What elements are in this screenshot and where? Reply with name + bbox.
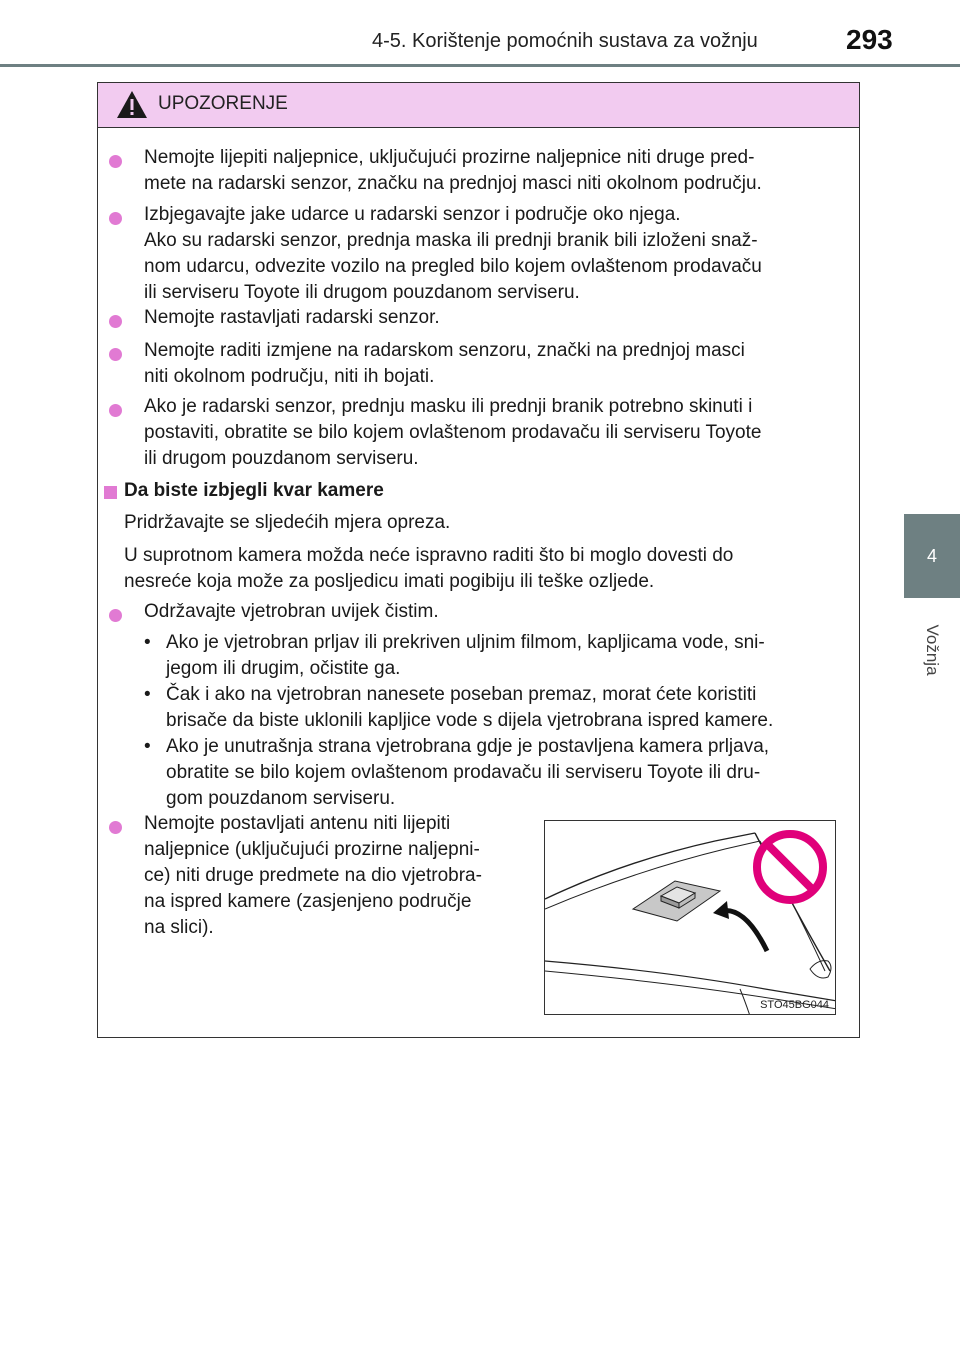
bullet-dot	[109, 315, 122, 328]
figure-code: STO45BG044	[760, 999, 829, 1011]
dash-item-3: Ako je unutrašnja strana vjetrobrana gdje je postavljena kamera prljava, obratite se bilo kojem ovlaštenom prodavaču ili serviseru Toyote ili dru- gom pouzdanom serviseru.	[166, 736, 770, 809]
chapter-tab	[904, 514, 960, 598]
keep-clean-item: Održavajte vjetrobran uvijek čistim.	[144, 601, 439, 622]
camera-section-heading: Da biste izbjegli kvar kamere	[124, 480, 384, 501]
warning-header	[98, 83, 859, 128]
warning-item-5: Ako je radarski senzor, prednju masku ili prednji branik potrebno skinuti i postaviti, obratite se bilo kojem ovlaštenom prodavaču ili serviseru Toyote ili drugom pouzdanom serviseru.	[144, 396, 762, 469]
header-divider	[0, 64, 960, 67]
dash-item-1: Ako je vjetrobran prljav ili prekriven uljnim filmom, kapljicama vode, sni- jegom ili drugim, očistite ga.	[166, 632, 765, 679]
bullet-dot	[109, 404, 122, 417]
page-number: 293	[846, 24, 893, 55]
chapter-label: Vožnja	[923, 624, 942, 676]
dash-marker: •	[144, 736, 151, 757]
camera-consequence: U suprotnom kamera možda neće ispravno raditi što bi moglo dovesti do nesreće koja može za posljedicu imati pogibiju ili teške ozljede.	[124, 545, 734, 592]
bullet-dot	[109, 609, 122, 622]
section-title: 4-5. Korištenje pomoćnih sustava za vožnju	[372, 30, 758, 52]
warning-item-3: Nemojte rastavljati radarski senzor.	[144, 307, 440, 328]
warning-triangle-icon	[116, 90, 148, 119]
dash-marker: •	[144, 684, 151, 705]
antenna-item: Nemojte postavljati antenu niti lijepiti naljepnice (uključujući prozirne naljepni- ce) niti druge predmete na dio vjetrobra- na ispred kamere (zasjenjeno područje na slici).	[144, 813, 482, 938]
dash-item-2: Čak i ako na vjetrobran nanesete poseban premaz, morat ćete koristiti brisače da biste uklonili kapljice vode s dijela vjetrobrana ispred kamere.	[166, 684, 774, 731]
bullet-dot	[109, 348, 122, 361]
bullet-dot	[109, 155, 122, 168]
bullet-dot	[109, 212, 122, 225]
windshield-illustration	[544, 820, 836, 1015]
warning-item-2: Izbjegavajte jake udarce u radarski senzor i područje oko njega. Ako su radarski senzor, prednja maska ili prednji branik bili izloženi snaž- nom udarcu, odvezite vozilo na pregled bilo kojem ovlaštenom prodavaču ili serviseru Toyote ili drugom pouzdanom serviseru.	[144, 204, 762, 303]
section-square-icon	[104, 486, 117, 499]
bullet-dot	[109, 821, 122, 834]
warning-item-1: Nemojte lijepiti naljepnice, uključujući prozirne naljepnice niti druge pred- mete na radarski senzor, značku na prednjoj masci niti okolnom području.	[144, 147, 762, 194]
warning-item-4: Nemojte raditi izmjene na radarskom senzoru, znački na prednjoj masci niti okolnom području, niti ih bojati.	[144, 340, 745, 387]
warning-title: UPOZORENJE	[158, 93, 288, 114]
dash-marker: •	[144, 632, 151, 653]
chapter-number: 4	[926, 545, 937, 566]
camera-intro: Pridržavajte se sljedećih mjera opreza.	[124, 512, 451, 533]
windshield-drawing	[545, 821, 836, 1015]
